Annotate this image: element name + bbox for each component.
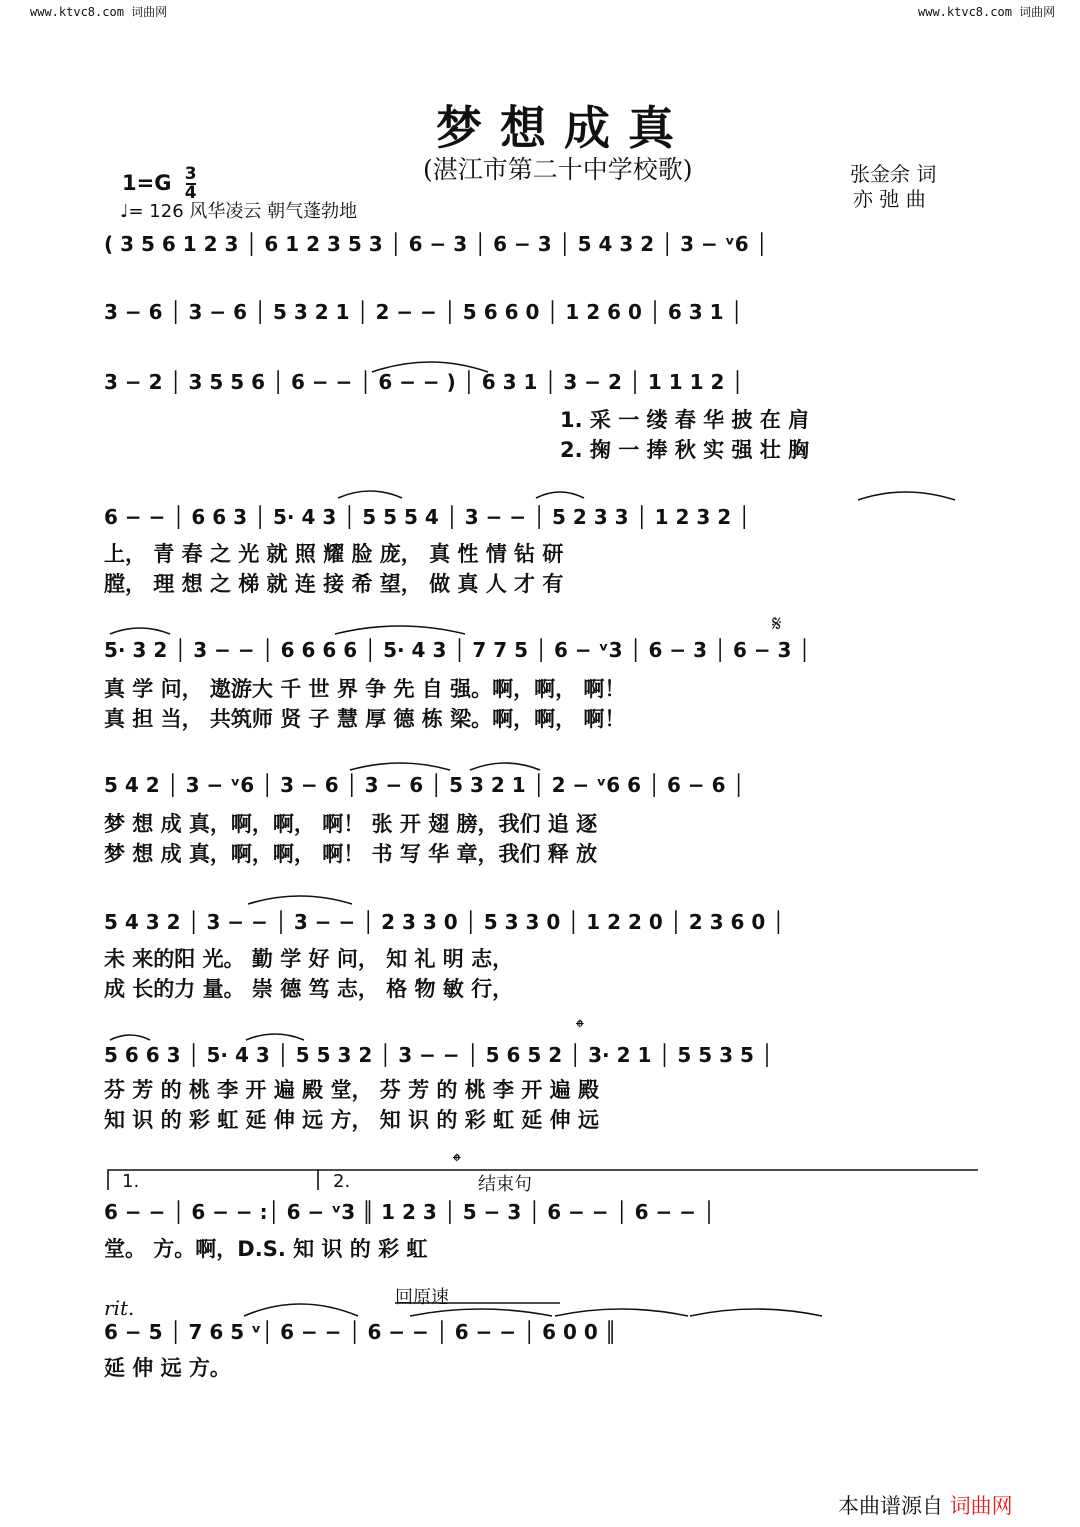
slur-curve [244,1304,358,1316]
lyric-line: 成 长的力 量。 崇 德 笃 志， 格 物 敏 行， [104,977,514,1001]
lyric-line: 芬 芳 的 桃 李 开 遍 殿 堂， 芬 芳 的 桃 李 开 遍 殿 [104,1078,599,1102]
tempo-primo-marking: 回原速 [395,1287,449,1308]
lyric-line: 真 担 当， 共筑师 贤 子 慧 厚 德 栋 梁。啊，啊， 啊！ [104,707,626,731]
slur-curve [335,626,465,634]
notation-row: 5 4 2 │ 3 − ᵛ6 │ 3 − 6 │ 3 − 6 │ 5 3 2 1 │ 2 − ᵛ6 6 │ 6 − 6 │ [104,773,745,797]
segno-sign: 𝄋 [772,612,782,637]
notation-row: 6 − 5 │ 7 6 5 ᵛ│ 6 − − │ 6 − − │ 6 − − │ 6 0 0 ║ [104,1320,617,1344]
composer-credit: 亦 弛 曲 [853,187,926,211]
lyricist-credit: 张金余 词 [850,162,937,186]
watermark-right: www.ktvc8.com 词曲网 [918,5,1056,19]
lyric-line: 1. 采 一 缕 春 华 披 在 肩 [560,408,810,432]
lyric-line: 堂。 方。啊，D.S. 知 识 的 彩 虹 [104,1237,428,1261]
lyric-line: 膛， 理 想 之 梯 就 连 接 希 望， 做 真 人 才 有 [104,572,564,596]
slur-curve [350,763,450,770]
source-footer [838,1490,1013,1520]
ending-2-label: 2. [333,1171,351,1192]
lyric-line: 知 识 的 彩 虹 延 伸 远 方， 知 识 的 彩 虹 延 伸 远 [104,1108,599,1132]
lyric-line: 真 学 问， 遨游大 千 世 界 争 先 自 强。啊，啊， 啊！ [104,677,626,701]
lyric-line: 2. 掬 一 捧 秋 实 强 壮 胸 [560,438,810,462]
coda-sign: 𝄌 [453,1150,461,1175]
coda-sign: 𝄌 [576,1016,584,1041]
tempo-marking: ♩= 126 风华凌云 朝气蓬勃地 [120,201,358,222]
time-signature: $\frac{3}{4}$ [184,164,197,203]
notation-row: ( 3 5 6 1 2 3 │ 6 1 2 3 5 3 │ 6 − 3 │ 6 − 3 │ 5 4 3 2 │ 3 − ᵛ6 │ [104,232,768,256]
key-signature: 1=G $\frac{3}{4}$ [122,164,197,203]
slur-curve [555,1309,688,1316]
slur-curve [246,1034,304,1040]
watermark-left: www.ktvc8.com 词曲网 [30,5,168,19]
notation-row: 6 − − │ 6 − − :│ 6 − ᵛ3 ║ 1 2 3 │ 5 − 3 │ 6 − − │ 6 − − │ [104,1200,715,1224]
lyric-line: 未 来的阳 光。 勤 学 好 问， 知 礼 明 志， [104,947,514,971]
notation-row: 5· 3 2 │ 3 − − │ 6 6 6 6 │ 5· 4 3 │ 7 7 5 │ 6 − ᵛ3 │ 6 − 3 │ 6 − 3 │ [104,638,811,662]
slur-curve [338,491,402,498]
slur-curve [410,1309,552,1316]
footer-prefix: 本曲谱源自 [838,1494,943,1518]
expression-text: 风华凌云 朝气蓬勃地 [189,201,358,222]
notation-row: 3 − 6 │ 3 − 6 │ 5 3 2 1 │ 2 − − │ 5 6 6 0 │ 1 2 6 0 │ 6 3 1 │ [104,300,743,324]
slur-curve [536,492,584,498]
notation-row: 6 − − │ 6 6 3 │ 5· 4 3 │ 5 5 5 4 │ 3 − − │ 5 2 3 3 │ 1 2 3 2 │ [104,505,751,529]
slur-curve [248,896,352,904]
ending-phrase-label: 结束句 [478,1174,532,1195]
lyric-line: 梦 想 成 真，啊，啊， 啊！ 书 写 华 章，我们 释 放 [104,842,598,866]
slur-curve [690,1309,822,1316]
song-subtitle: (湛江市第二十中学校歌) [423,155,693,184]
notation-row: 5 4 3 2 │ 3 − − │ 3 − − │ 2 3 3 0 │ 5 3 3 0 │ 1 2 2 0 │ 2 3 6 0 │ [104,910,785,934]
ending-bracket-1 [108,1170,318,1190]
notation-row: 5 6 6 3 │ 5· 4 3 │ 5 5 3 2 │ 3 − − │ 5 6 5 2 │ 3· 2 1 │ 5 5 3 5 │ [104,1043,773,1067]
slur-curve [470,763,540,770]
lyric-line: 上， 青 春 之 光 就 照 耀 脸 庞， 真 性 情 钻 研 [104,542,564,566]
slur-curve [110,1035,150,1040]
slur-curve [110,628,170,634]
notation-row: 3 − 2 │ 3 5 5 6 │ 6 − − │ 6 − − ) │ 6 3 1 │ 3 − 2 │ 1 1 1 2 │ [104,370,744,394]
footer-site-link[interactable]: 词曲网 [949,1494,1013,1518]
lyric-line: 延 伸 远 方。 [104,1356,231,1380]
song-title: 梦想成真 [436,101,692,155]
ending-1-label: 1. [122,1171,140,1192]
ending-bracket-2 [318,1170,978,1190]
lyric-line: 梦 想 成 真，啊，啊， 啊！ 张 开 翅 膀，我们 追 逐 [104,812,598,836]
slur-curve [858,492,955,500]
rit-marking: rit. [104,1296,135,1320]
